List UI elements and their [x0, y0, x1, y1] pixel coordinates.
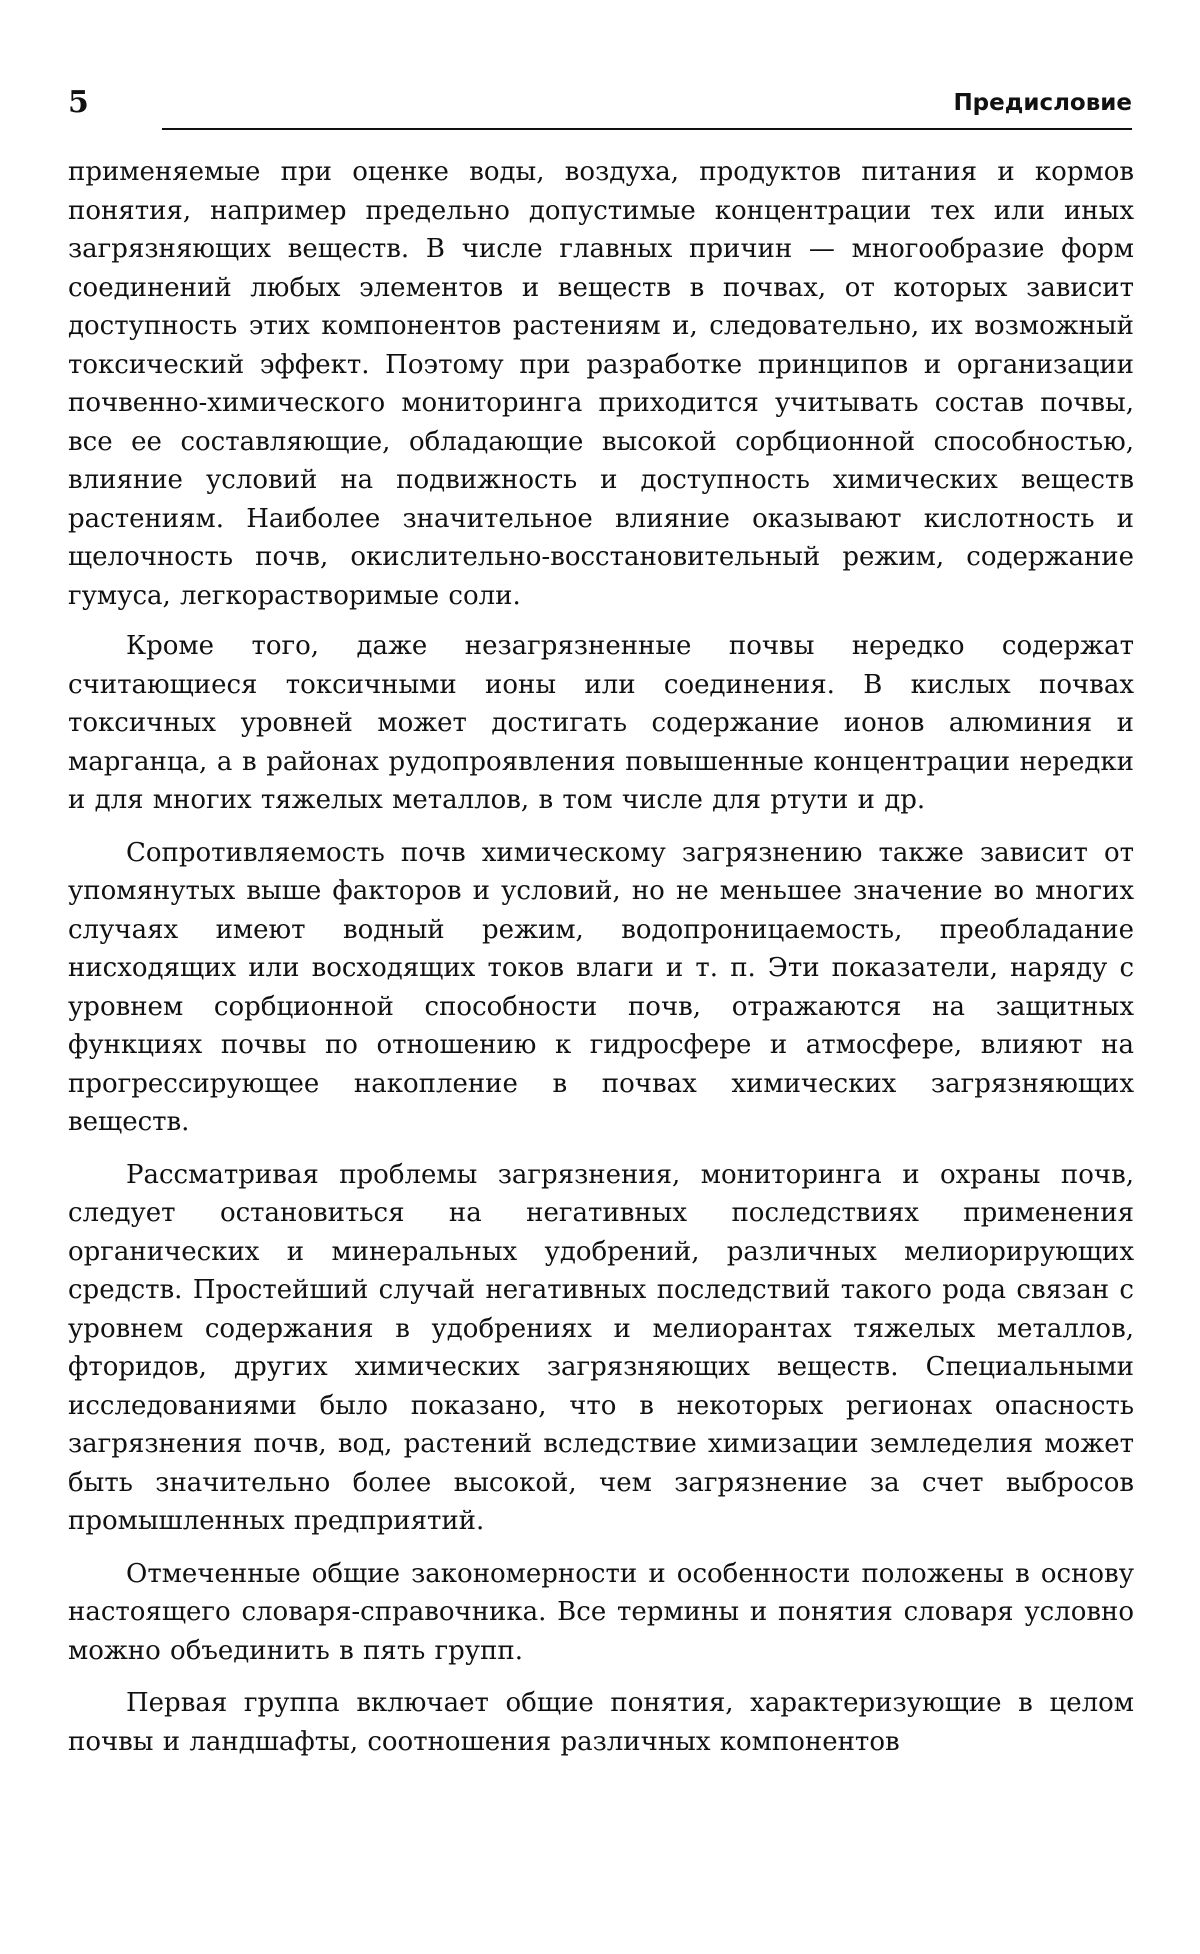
paragraph-continuation: применяемые при оценке воды, воздуха, продуктов питания и кормов понятия, например предельно допустимые концентрации тех или иных загрязняющих веществ. В числе главных причин — многообразие форм соединений любых элементов и веществ в почвах, от которых зависит доступность этих компонентов растениям и, следовательно, их возможный токсический эффект. Поэтому при разработке принципов и организации почвенно-химического мониторинга приходится учитывать состав почвы, все ее составляющие, обладающие высокой сорбционной способностью, влияние условий на подвижность и доступность химических веществ растениям. Наиболее значительное влияние оказывают кислотность и щелочность почв, окислительно-восстановительный режим, содержание гумуса, легкорастворимые соли.	[68, 157, 1134, 611]
paragraph: Отмеченные общие закономерности и особенности положены в основу настоящего словаря-справочника. Все термины и понятия словаря условно можно объединить в пять групп.	[68, 1558, 1134, 1666]
paragraph: Сопротивляемость почв химическому загрязнению также зависит от упомянутых выше факторов и условий, но не меньшее значение во многих случаях имеют водный режим, водопроницаемость, преобладание нисходящих или восходящих токов влаги и т. п. Эти показатели, наряду с уровнем сорбционной способности почв, отражаются на защитных функциях почвы по отношению к гидросфере и атмосфере, влияют на прогрессирующее накопление в почвах химических загрязняющих веществ.	[68, 837, 1134, 1137]
header-rule	[162, 128, 1132, 130]
page-header	[68, 80, 1132, 130]
paragraph: Первая группа включает общие понятия, характеризующие в целом почвы и ландшафты, соотношения различных компонентов	[68, 1688, 1134, 1757]
body-text	[68, 153, 1134, 1761]
paragraph: Кроме того, даже незагрязненные почвы нередко содержат считающиеся токсичными ионы или соединения. В кислых почвах токсичных уровней может достигать содержание ионов алюминия и марганца, а в районах рудопроявления повышенные концентрации нередки и для многих тяжелых металлов, в том числе для ртути и др.	[68, 631, 1134, 815]
running-title: Предисловие	[953, 90, 1132, 116]
paragraph: Рассматривая проблемы загрязнения, мониторинга и охраны почв, следует остановиться на негативных последствиях применения органических и минеральных удобрений, различных мелиорирующих средств. Простейший случай негативных последствий такого рода связан с уровнем содержания в удобрениях и мелиорантах тяжелых металлов, фторидов, других химических загрязняющих веществ. Специальными исследованиями было показано, что в некоторых регионах опасность загрязнения почв, вод, растений вследствие химизации земледелия может быть значительно более высокой, чем загрязнение за счет выбросов промышленных предприятий.	[68, 1159, 1134, 1536]
page-number: 5	[68, 85, 89, 120]
